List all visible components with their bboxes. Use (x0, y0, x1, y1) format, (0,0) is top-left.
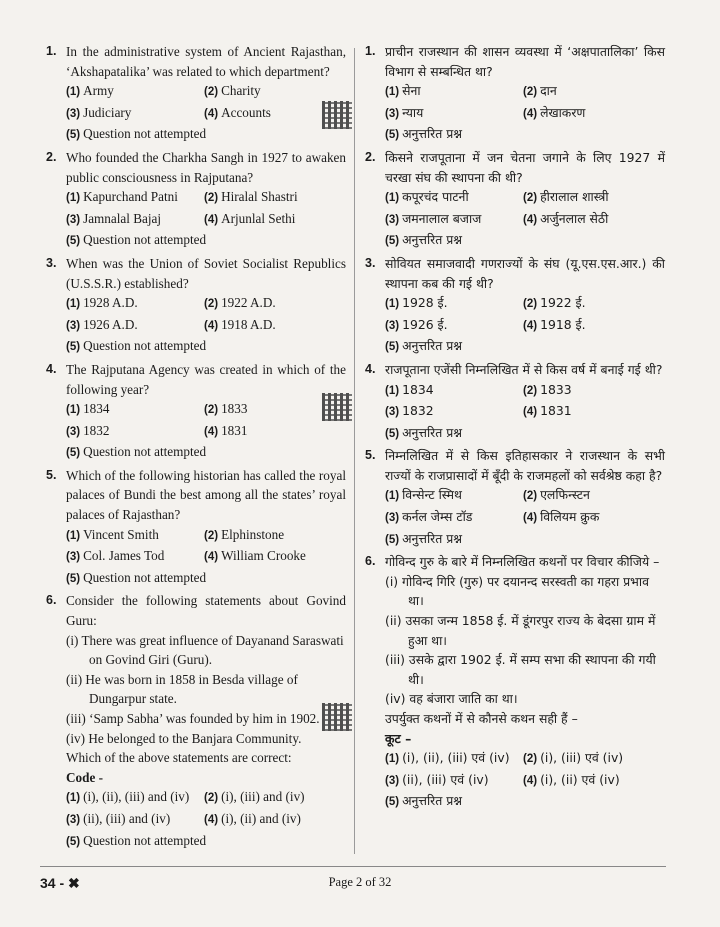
option-text: हीरालाल शास्त्री (540, 189, 609, 205)
option-text: 1922 ई. (540, 295, 586, 311)
option-not-attempted (385, 529, 665, 551)
question-number: 2. (365, 149, 376, 164)
question-item (365, 360, 665, 444)
question-text: किसने राजपूताना में जन चेतना जगाने के लिए 1927 में चरखा संघ की स्थापना की थी? (385, 149, 665, 185)
option-text: (i), (ii), (iii) एवं (iv) (402, 750, 510, 766)
option (385, 81, 523, 103)
option-number: (2) (204, 529, 219, 542)
option-number: (2) (523, 384, 538, 397)
option-text: एलफिन्स्टन (540, 487, 590, 503)
option-text: (i), (ii) and (iv) (221, 810, 301, 826)
question-number: 5. (46, 467, 57, 482)
option-number: (1) (66, 192, 81, 205)
option (385, 401, 523, 423)
option-text: अनुत्तरित प्रश्न (402, 232, 463, 248)
option (523, 507, 673, 529)
qr-code-icon (322, 703, 352, 731)
option (523, 209, 673, 231)
option-number: (2) (204, 192, 219, 205)
question-text: When was the Union of Soviet Socialist Republics (U.S.S.R.) established? (66, 255, 346, 291)
option (66, 293, 204, 315)
options-grid (385, 748, 665, 791)
option-not-attempted (66, 230, 346, 252)
option-text: अनुत्तरित प्रश्न (402, 530, 463, 546)
option (204, 187, 354, 209)
option (523, 187, 673, 209)
option (204, 809, 354, 831)
option-text: Charity (221, 83, 261, 99)
option-number: (1) (385, 753, 400, 766)
option-number: (5) (385, 129, 400, 142)
option-not-attempted (385, 124, 665, 146)
option (204, 787, 354, 809)
option-text: 1918 ई. (540, 316, 586, 332)
question-number: 6. (365, 554, 376, 569)
options-grid (385, 187, 665, 230)
question-text: निम्नलिखित में से किस इतिहासकार ने राजस्थान के सभी राज्यों के राजप्रासादों में बूँदी के राजमहलों को सर्वश्रेष्ठ कहा है? (385, 448, 665, 483)
option-number: (5) (66, 447, 81, 460)
option-text: न्याय (402, 104, 424, 120)
option-number: (2) (523, 298, 538, 311)
column-divider (354, 48, 355, 854)
option (523, 748, 673, 770)
options-grid (66, 187, 346, 230)
option-text: अर्जुनलाल सेठी (540, 210, 609, 226)
question-text: सोवियत समाजवादी गणराज्यों के संघ (यू.एस.एस.आर.) की स्थापना कब की गई थी? (385, 255, 665, 291)
question-number: 1. (365, 44, 376, 58)
option-number: (4) (204, 107, 219, 120)
option-number: (1) (66, 792, 81, 805)
option (204, 315, 354, 337)
options-grid (385, 380, 665, 423)
question-item (365, 42, 665, 146)
option (204, 421, 354, 443)
qr-code-icon (322, 101, 352, 129)
question-number: 4. (365, 361, 376, 376)
option-text: William Crooke (221, 548, 306, 564)
option-text: 1928 ई. (402, 295, 448, 311)
option-number: (3) (385, 512, 400, 525)
option-text: अनुत्तरित प्रश्न (402, 338, 463, 354)
footer-rule (40, 866, 666, 867)
option-not-attempted (66, 442, 346, 464)
page-code: 34 - ✖ (40, 875, 80, 891)
option-number: (5) (385, 235, 400, 248)
option (66, 525, 204, 547)
option (523, 401, 673, 423)
question-number: 5. (365, 448, 376, 463)
option (66, 103, 204, 125)
option-number: (3) (385, 107, 400, 120)
option-text: 1833 (540, 381, 572, 397)
option-text: सेना (402, 83, 421, 99)
question-item (365, 254, 665, 358)
option-number: (5) (385, 533, 400, 546)
option-number: (5) (66, 129, 81, 142)
option-number: (2) (204, 792, 219, 805)
question-item (46, 254, 346, 358)
option-text: Elphinstone (221, 526, 285, 542)
question-text: The Rajputana Agency was created in which of the following year? (66, 361, 346, 397)
option-text: Jamnalal Bajaj (83, 210, 162, 226)
question-text: राजपूताना एजेंसी निम्नलिखित में से किस वर्ष में बनाई गई थी? (385, 361, 663, 377)
option-text: 1831 (221, 422, 248, 438)
options-grid (66, 787, 346, 830)
option (66, 209, 204, 231)
option (66, 187, 204, 209)
option-number: (2) (204, 86, 219, 99)
option-number: (5) (66, 235, 81, 248)
question-number: 2. (46, 149, 57, 164)
question-item (46, 42, 346, 146)
option-text: Arjunlal Sethi (221, 210, 296, 226)
option-number: (4) (523, 774, 538, 787)
option-not-attempted (66, 336, 346, 358)
option-text: 1928 A.D. (83, 295, 138, 311)
option-number: (5) (66, 341, 81, 354)
option-number: (4) (523, 512, 538, 525)
code-label: Code - (66, 769, 103, 785)
option-text: 1834 (402, 381, 434, 397)
question-item (46, 360, 346, 464)
option-number: (3) (66, 319, 81, 332)
option-text: 1833 (221, 401, 248, 417)
question-number: 3. (365, 255, 376, 270)
option-text: विन्सेन्ट स्मिथ (402, 487, 462, 503)
option-number: (4) (204, 319, 219, 332)
option-not-attempted (66, 568, 346, 590)
qr-code-icon (322, 393, 352, 421)
option (523, 81, 673, 103)
option-number: (1) (66, 404, 81, 417)
option (385, 380, 523, 402)
options-grid (66, 81, 346, 124)
option-number: (3) (66, 425, 81, 438)
question-item (365, 446, 665, 550)
option-number: (5) (66, 835, 81, 848)
statement: (i) There was great influence of Dayanand Saraswati on Govind Giri (Guru). (66, 632, 344, 668)
option (204, 81, 354, 103)
page-number: Page 2 of 32 (328, 875, 392, 889)
question-item (46, 148, 346, 252)
option-not-attempted (385, 230, 665, 252)
option-not-attempted (385, 336, 665, 358)
statement: (i) गोविन्द गिरि (गुरु) पर दयानन्द सरस्वती का गहरा प्रभाव था। (385, 573, 649, 609)
statement: (iii) ‘Samp Sabha’ was founded by him in 1902. (66, 711, 320, 726)
option-not-attempted (385, 791, 665, 813)
question-item (46, 466, 346, 590)
option (66, 809, 204, 831)
option-text: Question not attempted (83, 232, 207, 248)
option (523, 485, 673, 507)
option-text: Judiciary (83, 104, 132, 120)
option (523, 293, 673, 315)
option-number: (4) (523, 107, 538, 120)
option-text: (i), (iii) and (iv) (221, 789, 305, 805)
options-grid (66, 399, 346, 442)
options-grid (66, 293, 346, 336)
question-item (46, 591, 346, 852)
option-number: (5) (385, 427, 400, 440)
option-number: (4) (204, 551, 219, 564)
option-number: (2) (523, 490, 538, 503)
option-text: अनुत्तरित प्रश्न (402, 126, 463, 142)
option-text: Question not attempted (83, 832, 207, 848)
option-text: Vincent Smith (83, 526, 159, 542)
option-number: (4) (523, 319, 538, 332)
option (66, 421, 204, 443)
option-text: (ii), (iii) and (iv) (83, 810, 171, 826)
option-text: Question not attempted (83, 126, 207, 142)
option (66, 787, 204, 809)
option-number: (2) (204, 298, 219, 311)
options-grid (66, 525, 346, 568)
option-text: 1832 (402, 403, 434, 419)
option-not-attempted (385, 423, 665, 445)
option-number: (3) (66, 107, 81, 120)
option-number: (1) (385, 490, 400, 503)
option (385, 103, 523, 125)
option (385, 209, 523, 231)
option-number: (3) (385, 406, 400, 419)
option (385, 293, 523, 315)
option-text: (i), (ii), (iii) and (iv) (83, 789, 190, 805)
question-number: 3. (46, 255, 57, 270)
options-grid (385, 485, 665, 528)
option (523, 770, 673, 792)
option-text: Accounts (221, 104, 271, 120)
question-text: गोविन्द गुरु के बारे में निम्नलिखित कथनों पर विचार कीजिये – (385, 554, 660, 570)
hindi-column (365, 42, 665, 815)
option-text: Question not attempted (83, 569, 207, 585)
option-text: Col. James Tod (83, 548, 165, 564)
option-text: 1926 A.D. (83, 316, 138, 332)
option (385, 507, 523, 529)
option-text: 1926 ई. (402, 316, 448, 332)
option-number: (1) (385, 384, 400, 397)
page-footer (0, 864, 720, 904)
question-text: प्राचीन राजस्थान की शासन व्यवस्था में ‘अक्षपातालिका’ किस विभाग से सम्बन्धित था? (385, 44, 665, 79)
option-text: Kapurchand Patni (83, 189, 178, 205)
question-text: Which of the following historian has called the royal palaces of Bundi the best among all the states’ royal palaces of Rajasthan? (66, 467, 346, 523)
question-number: 6. (46, 593, 57, 608)
option (66, 399, 204, 421)
options-grid (385, 293, 665, 336)
option-number: (3) (66, 551, 81, 564)
option-number: (5) (66, 572, 81, 585)
option-text: (i), (iii) एवं (iv) (540, 750, 624, 766)
option-number: (3) (66, 813, 81, 826)
option-number: (2) (204, 404, 219, 417)
statement: (iv) वह बंजारा जाति का था। (385, 691, 518, 707)
statement: (ii) उसका जन्म 1858 ई. में डूंगरपुर राज्य के बेदसा ग्राम में हुआ था। (385, 613, 656, 648)
option (66, 81, 204, 103)
option-number: (3) (66, 213, 81, 226)
question-text: Consider the following statements about Govind Guru: (66, 593, 346, 629)
option-text: 1832 (83, 422, 110, 438)
option-number: (2) (523, 86, 538, 99)
option-number: (5) (385, 341, 400, 354)
option-number: (3) (385, 213, 400, 226)
option-number: (1) (66, 529, 81, 542)
option-text: लेखाकरण (540, 104, 586, 120)
option-number: (1) (385, 192, 400, 205)
option-text: (ii), (iii) एवं (iv) (402, 771, 489, 787)
option-number: (4) (523, 213, 538, 226)
option-text: 1834 (83, 401, 110, 417)
option-text: Hiralal Shastri (221, 189, 298, 205)
statement: (iii) उसके द्वारा 1902 ई. में सम्प सभा की स्थापना की गयी थी। (385, 652, 656, 687)
option-text: अनुत्तरित प्रश्न (402, 424, 463, 440)
statement: (iv) He belonged to the Banjara Community. (66, 730, 302, 746)
option-text: Question not attempted (83, 338, 207, 354)
option-number: (4) (523, 406, 538, 419)
option-number: (1) (66, 298, 81, 311)
option-number: (2) (523, 753, 538, 766)
question-item (365, 552, 665, 813)
option-number: (1) (66, 86, 81, 99)
option-number: (4) (204, 425, 219, 438)
option (204, 525, 354, 547)
option (385, 187, 523, 209)
question-number: 4. (46, 361, 57, 376)
option-text: 1922 A.D. (221, 295, 276, 311)
option-number: (1) (385, 298, 400, 311)
option-number: (3) (385, 774, 400, 787)
code-label: कूट – (385, 730, 412, 746)
option-number: (3) (385, 319, 400, 332)
question-number: 1. (46, 44, 57, 58)
option (66, 546, 204, 568)
question-item (365, 148, 665, 252)
option (385, 315, 523, 337)
question-text: In the administrative system of Ancient Rajasthan, ‘Akshapatalika’ was related to which department? (66, 44, 346, 79)
option (204, 293, 354, 315)
option-text: Army (83, 83, 114, 99)
options-grid (385, 81, 665, 124)
option-not-attempted (66, 124, 346, 146)
option (385, 485, 523, 507)
option (385, 770, 523, 792)
statement: (ii) He was born in 1858 in Besda village of Dungarpur state. (66, 671, 298, 707)
option-text: (i), (ii) एवं (iv) (540, 771, 620, 787)
question-text: Who founded the Charkha Sangh in 1927 to awaken public consciousness in Rajputana? (66, 149, 346, 185)
option-text: जमनालाल बजाज (402, 210, 482, 226)
option-text: Question not attempted (83, 444, 207, 460)
option (523, 380, 673, 402)
english-column (46, 42, 346, 854)
statement-prompt: Which of the above statements are correct: (66, 750, 292, 766)
option (66, 315, 204, 337)
option (385, 748, 523, 770)
option-not-attempted (66, 831, 346, 853)
option (204, 546, 354, 568)
option-number: (5) (385, 796, 400, 809)
option-text: विलियम क्रुक (540, 509, 600, 525)
option-text: कपूरचंद पाटनी (402, 189, 469, 205)
option-number: (4) (204, 813, 219, 826)
option-text: 1918 A.D. (221, 316, 276, 332)
statement-prompt: उपर्युक्त कथनों में से कौनसे कथन सही हैं – (385, 711, 578, 726)
option-text: कर्नल जेम्स टॉड (402, 509, 473, 525)
option (523, 315, 673, 337)
option-text: अनुत्तरित प्रश्न (402, 793, 463, 809)
option-number: (1) (385, 86, 400, 99)
option-text: दान (540, 83, 557, 99)
option-number: (2) (523, 192, 538, 205)
option (204, 209, 354, 231)
option (523, 103, 673, 125)
option-text: 1831 (540, 403, 572, 419)
option-number: (4) (204, 213, 219, 226)
